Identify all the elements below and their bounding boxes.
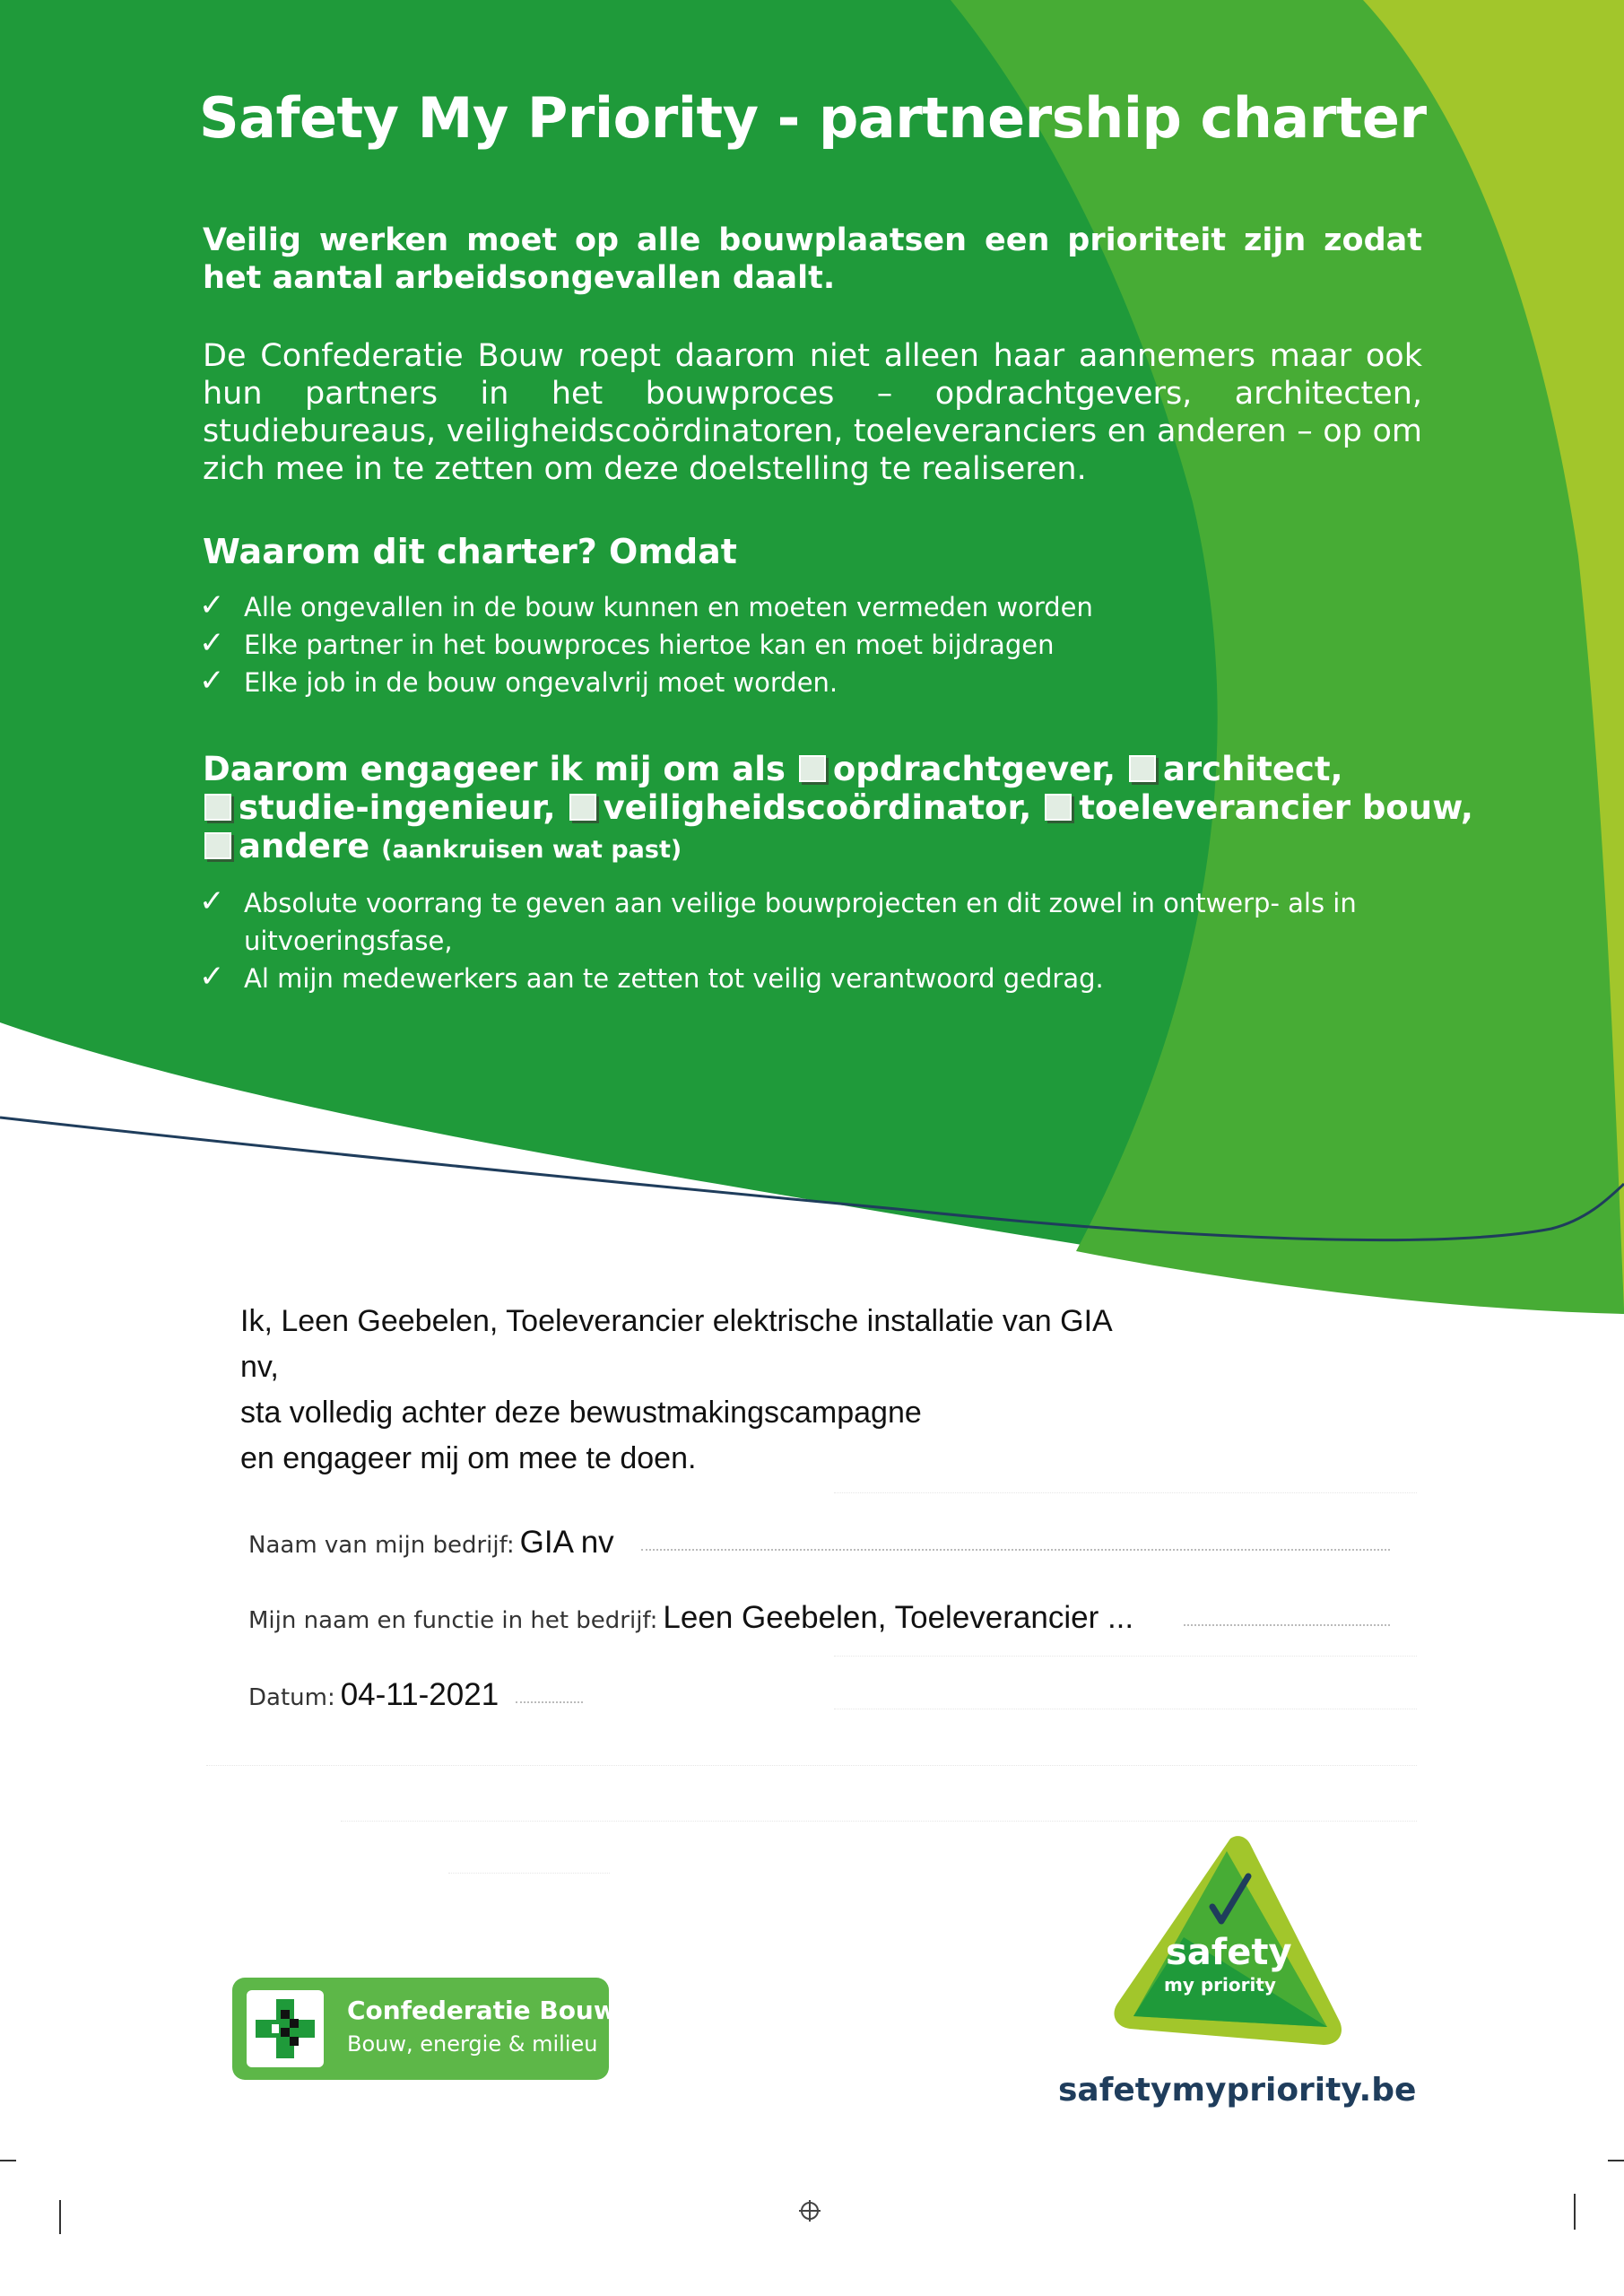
guide-line <box>341 1821 1417 1822</box>
company-dotted-line <box>641 1549 1390 1551</box>
engage-intro: Daarom engageer ik mij om als <box>203 750 786 788</box>
divider-curve <box>0 1094 1624 1256</box>
check-icon: ✓ <box>199 625 225 661</box>
crop-mark <box>0 2160 16 2161</box>
date-field <box>248 1677 499 1713</box>
name-function-label: Mijn naam en functie in het bedrijf: <box>248 1607 658 1634</box>
checkbox-toeleverancier-bouw[interactable] <box>1045 794 1072 821</box>
date-dotted-line <box>516 1701 583 1703</box>
company-field <box>248 1525 614 1561</box>
option-andere: andere <box>239 827 370 865</box>
crop-mark <box>59 2200 61 2234</box>
why-item: ✓ Alle ongevallen in de bouw kunnen en moeten vermeden worden <box>199 587 1093 623</box>
date-label: Datum: <box>248 1684 335 1711</box>
safety-my-priority-logo <box>1103 1830 1345 2054</box>
confederatie-cross-icon <box>247 1990 324 2067</box>
checkbox-veiligheidscoordinator[interactable] <box>569 794 596 821</box>
commitment-statement <box>240 1299 1209 1482</box>
why-heading: Waarom dit charter? Omdat <box>203 532 737 571</box>
engage-item: ✓ Al mijn medewerkers aan te zetten tot veilig verantwoord gedrag. <box>199 959 1104 995</box>
statement-line: sta volledig achter deze bewustmakingscampagne <box>240 1396 922 1430</box>
why-checklist <box>199 588 1093 701</box>
engagement-statement <box>203 750 1476 869</box>
registration-mark-icon <box>796 2200 823 2227</box>
option-studie-ingenieur: studie-ingenieur, <box>239 788 556 827</box>
safety-word: safety <box>1166 1932 1292 1973</box>
why-item: ✓ Elke job in de bouw ongevalvrij moet worden. <box>199 663 838 699</box>
check-icon: ✓ <box>199 883 225 919</box>
statement-line: nv, <box>240 1350 279 1384</box>
guide-line <box>834 1656 1417 1657</box>
statement-line: Ik, Leen Geebelen, Toeleverancier elektrische installatie van GIA <box>240 1304 1113 1338</box>
company-label: Naam van mijn bedrijf: <box>248 1532 515 1559</box>
confederatie-tagline: Bouw, energie & milieu <box>347 2031 598 2057</box>
option-architect: architect, <box>1162 750 1343 788</box>
check-icon: ✓ <box>199 663 225 699</box>
checkbox-studie-ingenieur[interactable] <box>204 794 231 821</box>
why-item: ✓ Elke partner in het bouwproces hiertoe kan en moet bijdragen <box>199 625 1055 661</box>
website-url[interactable]: safetymypriority.be <box>1058 2072 1417 2109</box>
intro-statement: Veilig werken moet op alle bouwplaatsen een prioriteit zijn zodat het aantal arbeidsongevallen daalt. <box>203 222 1422 296</box>
checkbox-opdrachtgever[interactable] <box>799 755 826 782</box>
option-veiligheidscoordinator: veiligheidscoördinator, <box>603 788 1032 827</box>
crop-mark <box>1574 2194 1576 2230</box>
check-icon: ✓ <box>199 587 225 623</box>
page-title: Safety My Priority - partnership charter <box>199 85 1427 151</box>
guide-line <box>834 1492 1417 1493</box>
option-toeleverancier-bouw: toeleverancier bouw, <box>1079 788 1473 827</box>
confederatie-name: Confederatie Bouw <box>347 1996 617 2025</box>
name-function-field <box>248 1600 1133 1636</box>
guide-line <box>206 1765 1417 1766</box>
intro-paragraph: De Confederatie Bouw roept daarom niet alleen haar aannemers maar ook hun partners in het bouwproces – opdrachtgevers, architecten, studiebureaus, veiligheidscoördinatoren, toeleveranciers en anderen – op om zich mee in te zetten om deze doelstelling te realiseren. <box>203 338 1422 487</box>
engage-item: ✓ Absolute voorrang te geven aan veilige bouwprojecten en dit zowel in ontwerp- als in uitvoeringsfase, <box>199 883 1357 956</box>
statement-line: en engageer mij om mee te doen. <box>240 1441 697 1475</box>
company-value[interactable]: GIA nv <box>519 1525 614 1560</box>
checkbox-hint: (aankruisen wat past) <box>381 836 682 864</box>
option-opdrachtgever: opdrachtgever, <box>832 750 1116 788</box>
checkbox-andere[interactable] <box>204 832 231 859</box>
date-value[interactable]: 04-11-2021 <box>340 1677 499 1712</box>
check-icon: ✓ <box>199 959 225 995</box>
name-function-value[interactable]: Leen Geebelen, Toeleverancier ... <box>663 1600 1134 1635</box>
checkbox-architect[interactable] <box>1129 755 1156 782</box>
name-dotted-line <box>1184 1624 1390 1626</box>
confederatie-bouw-logo <box>232 1978 617 2080</box>
guide-line <box>448 1873 610 1874</box>
crop-mark <box>1608 2160 1624 2161</box>
safety-sub: my priority <box>1164 1974 1276 1996</box>
engage-checklist <box>199 884 1365 997</box>
